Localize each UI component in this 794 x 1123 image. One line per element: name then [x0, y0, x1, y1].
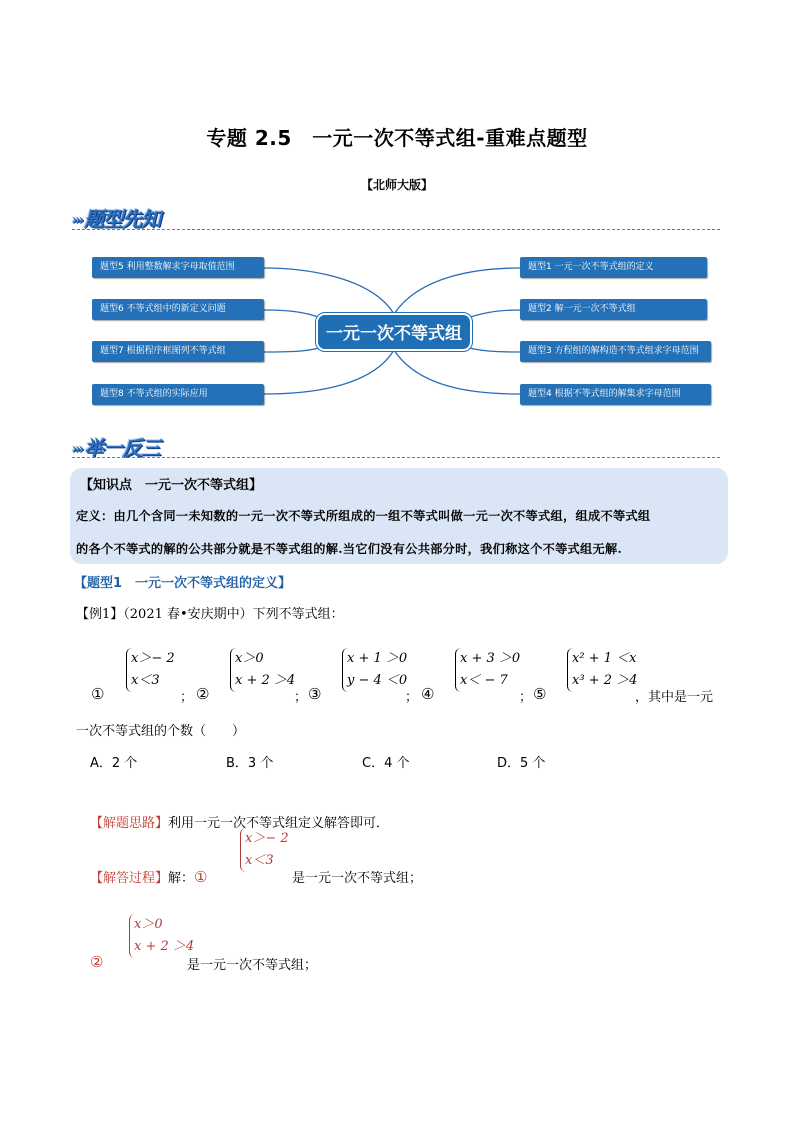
system-sep-3: ；	[405, 690, 419, 705]
system-label-4: ④	[421, 685, 435, 703]
solution-idea-label: 【解题思路】	[90, 816, 169, 831]
knowledge-line-1: 定义：由几个含同一未知数的一元一次不等式所组成的一组不等式叫做一元一次不等式组，组成不等式组	[76, 509, 651, 523]
step-2-text: 是一元一次不等式组；	[187, 958, 318, 973]
divider	[72, 457, 720, 458]
solution-system-2-line-1: x＞0	[134, 917, 163, 932]
system-4-line-1: x + 3 ＞0	[460, 651, 521, 666]
topic-box-2[interactable]: 题型2 解一元一次不等式组	[520, 299, 707, 320]
topic-box-3[interactable]: 题型3 方程组的解构造不等式组求字母范围	[520, 341, 711, 362]
banner-title: 题型先知	[84, 207, 161, 231]
banner-arrows-icon: ›››	[72, 442, 83, 457]
system-5-line-1: x² + 1 ＜x	[572, 651, 637, 666]
topic-box-5[interactable]: 题型5 利用整数解求字母取值范围	[92, 257, 264, 278]
system-sep-2: ；	[294, 690, 308, 705]
system-5	[567, 648, 637, 692]
system-1-line-1: x＞− 2	[131, 651, 175, 666]
system-4-line-2: x＜ − 7	[460, 673, 508, 688]
system-label-2: ②	[196, 685, 210, 703]
step-1-label: ①	[194, 868, 208, 886]
solution-system-1	[240, 828, 289, 872]
topic-box-8[interactable]: 题型8 不等式组的实际应用	[92, 384, 264, 405]
system-3	[342, 648, 407, 692]
choice-c[interactable]: C．4 个	[362, 756, 410, 771]
mindmap-center-node[interactable]: 一元一次不等式组	[316, 313, 472, 351]
topic-box-6[interactable]: 题型6 不等式组中的新定义问题	[92, 299, 264, 320]
connector-right-4	[394, 350, 520, 394]
system-1-line-2: x＜3	[131, 673, 160, 688]
solution-system-2-line-2: x + 2 ＞4	[134, 939, 195, 954]
system-1	[126, 648, 175, 692]
system-4	[455, 648, 520, 692]
choice-d[interactable]: D．5 个	[497, 756, 546, 771]
system-5-line-2: x³ + 2 ＞4	[572, 673, 638, 688]
section-heading: 【题型1 一元一次不等式组的定义】	[74, 576, 292, 591]
system-3-line-1: x + 1 ＞0	[347, 651, 408, 666]
system-sep-4: ；	[519, 690, 533, 705]
connector-left-1	[264, 268, 394, 314]
system-label-5: ⑤	[533, 685, 547, 703]
system-sep-5: ，其中是一元	[635, 690, 714, 705]
system-3-line-2: y − 4 ＜0	[347, 673, 408, 688]
choice-b[interactable]: B．3 个	[226, 756, 274, 771]
solution-system-1-line-1: x＞− 2	[245, 831, 289, 846]
page-title: 专题 2.5 一元一次不等式组-重难点题型	[206, 126, 588, 150]
topic-box-4[interactable]: 题型4 根据不等式组的解集求字母范围	[520, 384, 711, 405]
system-label-3: ③	[308, 685, 322, 703]
solution-system-1-line-2: x＜3	[245, 853, 274, 868]
connector-left-4	[264, 350, 394, 394]
solution-process-label: 【解答过程】	[90, 871, 169, 886]
system-sep-1: ；	[180, 690, 194, 705]
solution-system-2	[129, 914, 194, 958]
connector-right-1	[394, 268, 520, 314]
example-intro: 【例1】（2021 春•安庆期中）下列不等式组：	[76, 607, 344, 622]
step-1-text: 是一元一次不等式组；	[292, 871, 423, 886]
solution-process	[90, 867, 207, 886]
system-2-line-2: x + 2 ＞4	[235, 673, 296, 688]
solution-process-prefix: 解：	[168, 871, 195, 886]
question-tail: 一次不等式组的个数（ ）	[76, 724, 246, 739]
edition-label: 【北师大版】	[360, 178, 433, 192]
solution-idea-text: 利用一元一次不等式组定义解答即可．	[168, 816, 390, 831]
step-2-label: ②	[90, 953, 104, 971]
solution-idea	[90, 812, 389, 831]
choice-a[interactable]: A．2 个	[90, 756, 138, 771]
system-label-1: ①	[91, 685, 105, 703]
knowledge-title: 【知识点 一元一次不等式组】	[80, 478, 263, 493]
banner-arrows-icon: ›››	[72, 213, 83, 228]
topic-box-7[interactable]: 题型7 根据程序框图列不等式组	[92, 341, 264, 362]
topic-box-1[interactable]: 题型1 一元一次不等式组的定义	[520, 257, 707, 278]
system-2	[230, 648, 295, 692]
banner-title: 举一反三	[84, 436, 161, 460]
system-2-line-1: x＞0	[235, 651, 264, 666]
knowledge-line-2: 的各个不等式的解的公共部分就是不等式组的解.当它们没有公共部分时，我们称这个不等式组无解.	[76, 542, 623, 556]
